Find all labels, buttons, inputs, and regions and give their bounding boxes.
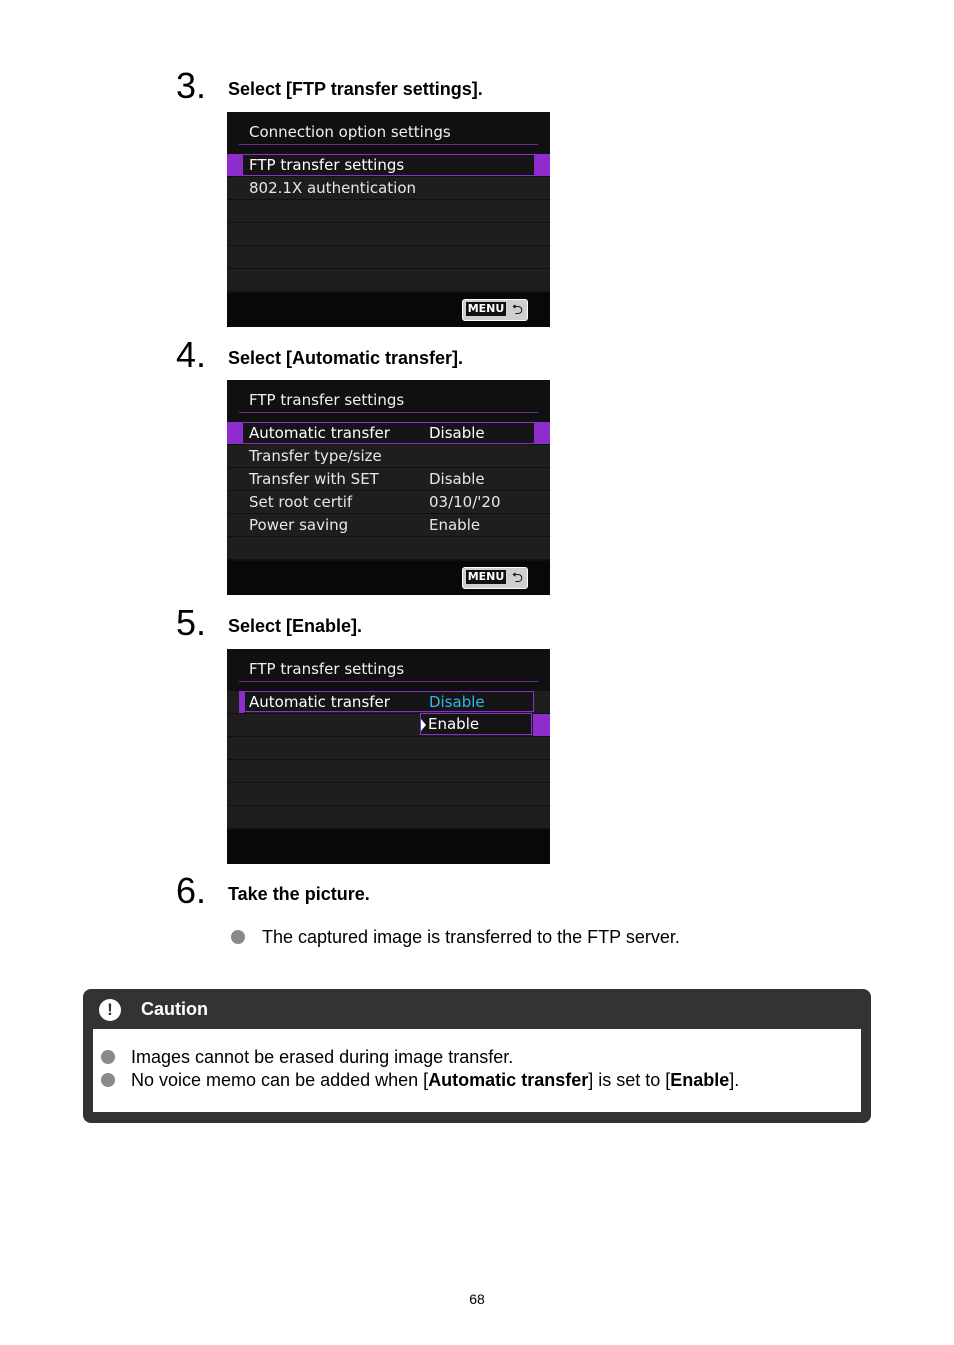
screen-footer — [227, 561, 550, 595]
header-divider — [239, 412, 538, 413]
text-segment: No voice memo can be added when [ — [131, 1070, 429, 1090]
page-number: 68 — [469, 1291, 485, 1307]
menu-row-empty — [227, 783, 550, 805]
menu-row-empty — [227, 737, 550, 759]
header-divider — [239, 681, 538, 682]
dropdown-option-enable[interactable] — [420, 713, 532, 735]
menu-row-transfer-with-set[interactable] — [227, 468, 550, 490]
row-label: Power saving — [249, 516, 349, 534]
menu-row-ftp-transfer-settings[interactable] — [227, 154, 550, 176]
screen-footer — [227, 830, 550, 864]
text-segment: ]. — [729, 1070, 740, 1090]
menu-row-empty — [227, 806, 550, 828]
menu-row-automatic-transfer[interactable] — [227, 422, 550, 444]
bullet-icon — [101, 1050, 115, 1064]
return-arrow-icon: ⮌ — [511, 570, 523, 586]
camera-screen-automatic-transfer-select — [227, 649, 550, 864]
step-3-title: Select [FTP transfer settings]. — [228, 79, 483, 99]
row-label: 802.1X authentication — [249, 179, 417, 197]
row-label: Transfer with SET — [249, 470, 379, 488]
caution-line-1: Images cannot be erased during image transfer. — [131, 1047, 514, 1067]
menu-row-empty — [227, 200, 550, 222]
menu-row-power-saving[interactable] — [227, 514, 550, 536]
menu-row-transfer-type-size[interactable] — [227, 445, 550, 467]
row-label: Transfer type/size — [249, 447, 382, 465]
current-value: Disable — [429, 693, 485, 711]
step-6-note: The captured image is transferred to the FTP server. — [262, 927, 680, 947]
row-value: Disable — [429, 470, 485, 488]
menu-row-empty — [227, 269, 550, 291]
text-bold-automatic-transfer: Automatic transfer — [428, 1070, 589, 1090]
caution-content — [93, 1029, 861, 1112]
cursor-arrow-icon — [421, 719, 426, 731]
row-label: Automatic transfer — [249, 424, 390, 442]
menu-row-8021x-authentication[interactable] — [227, 177, 550, 199]
camera-screen-connection-options — [227, 112, 550, 327]
caution-title: Caution — [141, 999, 208, 1019]
step-6-number: 6. — [176, 870, 207, 911]
step-5-title: Select [Enable]. — [228, 616, 363, 636]
camera-screen-ftp-transfer-settings — [227, 380, 550, 595]
return-arrow-icon: ⮌ — [511, 302, 523, 318]
exclamation-icon: ! — [99, 999, 121, 1021]
row-value: Enable — [429, 516, 481, 534]
step-6-title: Take the picture. — [228, 884, 370, 904]
menu-label: MENU — [467, 570, 505, 583]
screen-header: Connection option settings — [249, 123, 451, 141]
row-label: Set root certif — [249, 493, 353, 511]
menu-label: MENU — [467, 302, 505, 315]
selection-marker — [533, 714, 550, 736]
bullet-icon — [231, 930, 245, 944]
menu-row-empty — [227, 537, 550, 559]
step-4-title: Select [Automatic transfer]. — [228, 348, 464, 368]
menu-row-empty — [227, 223, 550, 245]
screen-header: FTP transfer settings — [249, 660, 405, 678]
row-value: Disable — [429, 424, 485, 442]
row-label: FTP transfer settings — [249, 156, 405, 174]
caution-line-2 — [131, 1070, 739, 1091]
screen-footer — [227, 293, 550, 327]
menu-back-button[interactable] — [462, 299, 528, 321]
menu-row-automatic-transfer[interactable] — [227, 691, 550, 713]
option-label: Enable — [428, 715, 480, 733]
row-value: 03/10/'20 — [429, 493, 501, 511]
menu-row-set-root-certif[interactable] — [227, 491, 550, 513]
step-4-number: 4. — [176, 334, 207, 375]
caution-box — [83, 989, 871, 1123]
menu-row-empty — [227, 760, 550, 782]
bullet-icon — [101, 1073, 115, 1087]
step-3-number: 3. — [176, 65, 207, 106]
row-label: Automatic transfer — [249, 693, 390, 711]
text-segment: ] is set to [ — [588, 1070, 671, 1090]
menu-back-button[interactable] — [462, 567, 528, 589]
step-5-number: 5. — [176, 602, 207, 643]
screen-header: FTP transfer settings — [249, 391, 405, 409]
header-divider — [239, 144, 538, 145]
menu-row-empty — [227, 246, 550, 268]
text-bold-enable: Enable — [670, 1070, 730, 1090]
